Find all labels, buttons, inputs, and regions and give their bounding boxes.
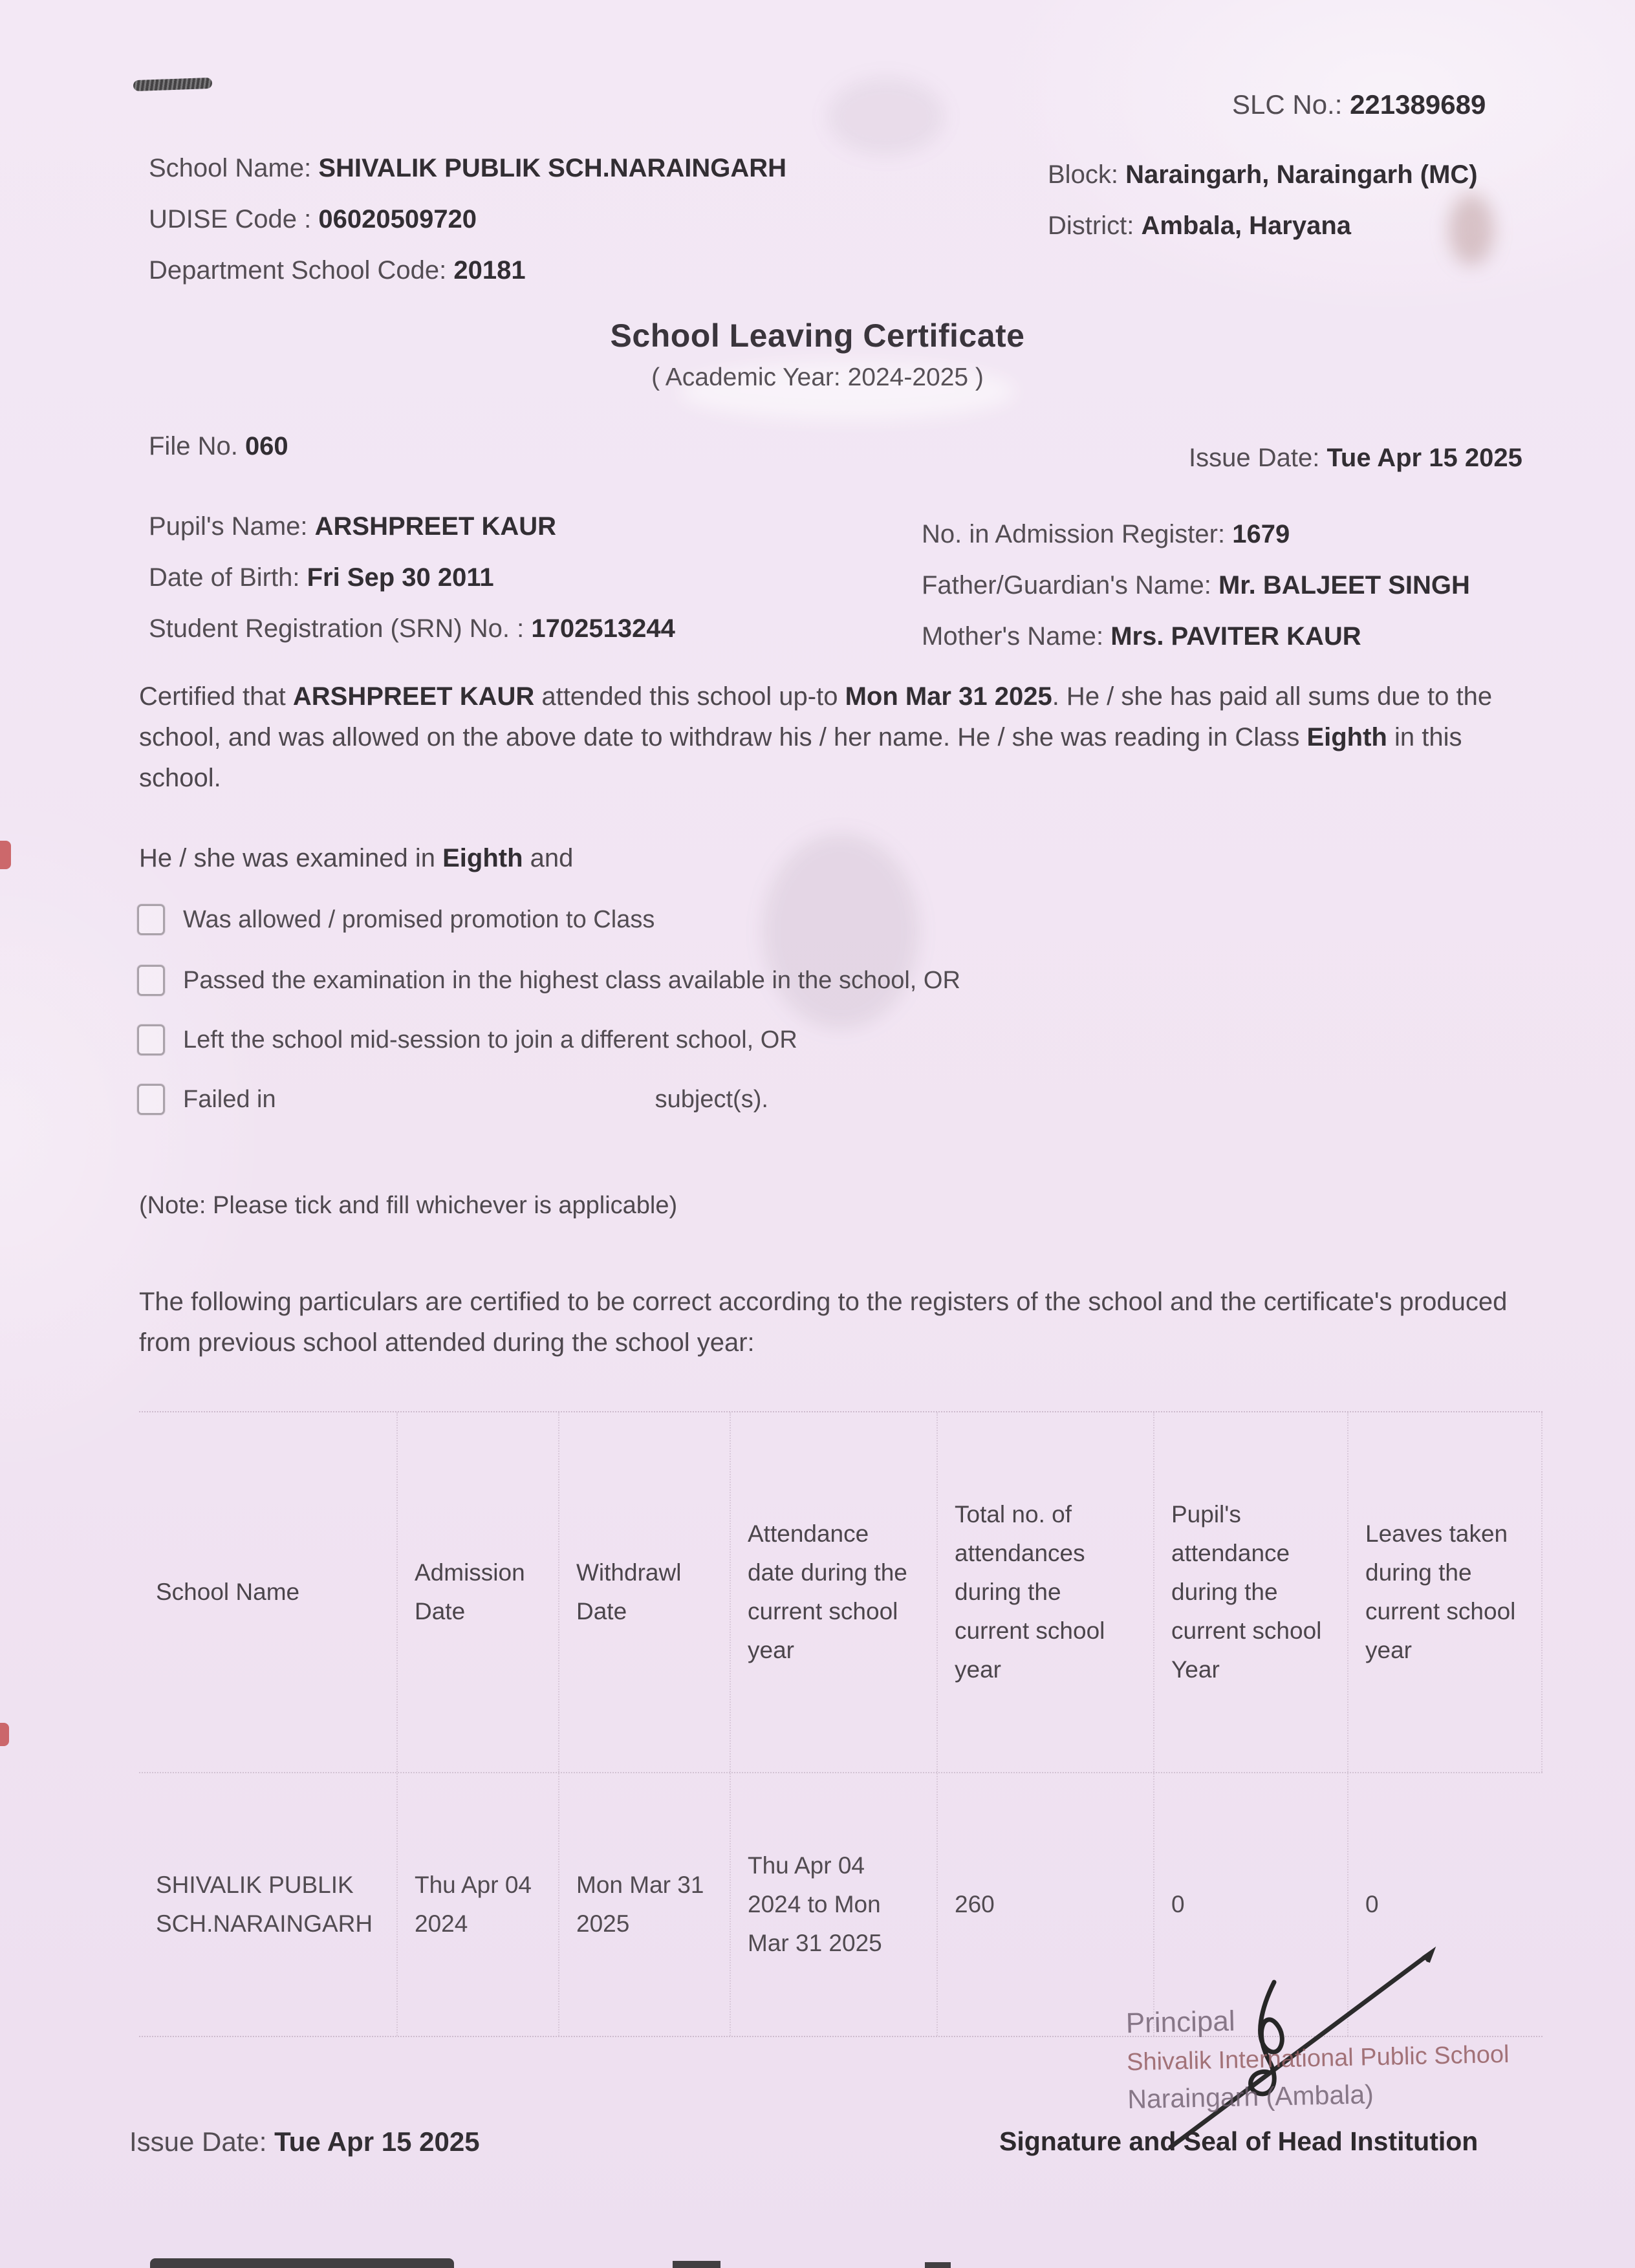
certified-leaving-date: Mon Mar 31 2025	[845, 682, 1052, 711]
district-label: District:	[1048, 211, 1134, 240]
issue-date-top-value: Tue Apr 15 2025	[1326, 444, 1522, 472]
col-header-school-name: School Name	[139, 1412, 398, 1772]
certified-text: in this school.	[139, 723, 1462, 793]
row-school-name: SHIVALIK PUBLIK SCH.NARAINGARH	[139, 1773, 398, 2036]
dept-code-line	[149, 256, 786, 285]
district-value: Ambala, Haryana	[1141, 211, 1352, 240]
block-line	[1048, 160, 1478, 189]
red-edge-mark	[0, 1723, 9, 1746]
row-attendance-dates: Thu Apr 04 2024 to Mon Mar 31 2025	[731, 1773, 938, 2036]
admission-register-value: 1679	[1232, 520, 1290, 548]
dob-label: Date of Birth:	[149, 563, 300, 592]
option-failed-label: Failed in	[183, 1085, 276, 1113]
col-header-withdrawl-date: Withdrawl Date	[559, 1412, 731, 1772]
issue-date-bottom-label: Issue Date:	[129, 2126, 267, 2157]
slc-label: SLC No.:	[1232, 89, 1343, 120]
father-name-label: Father/Guardian's Name:	[922, 571, 1211, 599]
father-name-line	[922, 571, 1470, 600]
examined-text: He / she was examined in	[139, 844, 443, 872]
row-total-attendances: 260	[938, 1773, 1154, 2036]
signature-caption: Signature and Seal of Head Institution	[999, 2126, 1478, 2156]
document-title: School Leaving Certificate	[610, 318, 1025, 354]
checkbox-icon	[137, 965, 165, 996]
examined-line	[139, 838, 573, 879]
slc-number: 221389689	[1350, 89, 1486, 120]
udise-label: UDISE Code :	[149, 205, 312, 233]
dept-code-label: Department School Code:	[149, 256, 447, 285]
slc-number-line	[1232, 89, 1486, 120]
pupil-name-value: ARSHPREET KAUR	[314, 512, 556, 541]
stain	[828, 78, 944, 155]
certified-paragraph	[139, 676, 1517, 799]
issue-date-top-line	[1189, 444, 1522, 473]
udise-line	[149, 205, 786, 234]
option-passed-highest-class	[137, 965, 960, 996]
option-failed-in	[137, 1084, 768, 1115]
file-no-value: 060	[244, 432, 288, 460]
scan-edge-mark	[673, 2261, 720, 2268]
admission-register-label: No. in Admission Register:	[922, 520, 1226, 548]
row-withdrawl-date: Mon Mar 31 2025	[559, 1773, 731, 2036]
file-no-label: File No.	[149, 432, 238, 460]
principal-stamp	[1125, 2000, 1510, 2115]
school-name-label: School Name:	[149, 154, 312, 182]
certified-class: Eighth	[1306, 723, 1387, 752]
issue-date-bottom-line	[129, 2126, 480, 2157]
school-name-line	[149, 154, 786, 183]
certified-text: . He / she has paid all sums due to the school, and was allowed on the above date to withdraw his / her name. He / she was reading in Class	[139, 682, 1493, 752]
particulars-paragraph: The following particulars are certified to be correct according to the registers of the school and the certificate's produced from previous school attended during the school year:	[139, 1288, 1508, 1357]
block-value: Naraingarh, Naraingarh (MC)	[1125, 160, 1478, 189]
option-left-label: Left the school mid-session to join a different school, OR	[183, 1026, 797, 1053]
examined-text: and	[523, 844, 574, 872]
option-left-mid-session	[137, 1024, 797, 1055]
issue-date-top-label: Issue Date:	[1189, 444, 1320, 472]
pupil-details-left	[149, 512, 675, 665]
issue-date-bottom-value: Tue Apr 15 2025	[274, 2126, 480, 2157]
note-line: (Note: Please tick and fill whichever is applicable)	[139, 1192, 678, 1219]
row-admission-date: Thu Apr 04 2024	[398, 1773, 559, 2036]
certified-text: Certified that	[139, 682, 293, 711]
red-edge-mark	[0, 841, 11, 869]
scan-edge-mark	[150, 2258, 454, 2268]
certified-text: attended this school up-to	[534, 682, 845, 711]
option-promotion-label: Was allowed / promised promotion to Class	[183, 905, 655, 933]
school-identity-block	[149, 154, 786, 307]
col-header-attendance-dates: Attendance date during the current school year	[731, 1412, 938, 1772]
region-block	[1048, 160, 1478, 263]
srn-label: Student Registration (SRN) No. :	[149, 614, 525, 643]
srn-line	[149, 614, 675, 643]
academic-year-subtitle: ( Academic Year: 2024-2025 )	[651, 363, 984, 391]
srn-value: 1702513244	[531, 614, 675, 643]
dob-line	[149, 563, 675, 592]
certified-pupil-name: ARSHPREET KAUR	[292, 682, 535, 711]
col-header-total-attendances: Total no. of attendances during the current school year	[938, 1412, 1154, 1772]
stamp-school-name: Shivalik International Public School	[1126, 2040, 1510, 2077]
stain	[763, 834, 918, 1028]
row-leaves-taken: 0	[1365, 1891, 1379, 1918]
scan-edge-mark	[925, 2262, 951, 2268]
father-name-value: Mr. BALJEET SINGH	[1218, 571, 1470, 599]
option-promotion	[137, 904, 655, 935]
district-line	[1048, 211, 1478, 241]
option-failed-subjects-label: subject(s).	[655, 1085, 768, 1113]
mother-name-label: Mother's Name:	[922, 622, 1104, 651]
pupil-details-right	[922, 520, 1470, 673]
pupil-name-label: Pupil's Name:	[149, 512, 308, 541]
col-header-pupil-attendance: Pupil's attendance during the current school Year	[1154, 1412, 1348, 1772]
mother-name-line	[922, 622, 1470, 651]
scan-ink-mark	[133, 78, 213, 91]
col-header-leaves-taken: Leaves taken during the current school year	[1348, 1412, 1543, 1772]
col-header-admission-date: Admission Date	[398, 1412, 559, 1772]
school-name-value: SHIVALIK PUBLIK SCH.NARAINGARH	[318, 154, 787, 182]
mother-name-value: Mrs. PAVITER KAUR	[1110, 622, 1361, 651]
dept-code-value: 20181	[453, 256, 526, 285]
checkbox-icon	[137, 1024, 165, 1055]
udise-value: 06020509720	[318, 205, 477, 233]
stamp-title: Principal	[1125, 2005, 1236, 2040]
row-pupil-attendance: 0	[1154, 1773, 1348, 2036]
block-label: Block:	[1048, 160, 1118, 189]
dob-value: Fri Sep 30 2011	[307, 563, 494, 592]
option-passed-label: Passed the examination in the highest class available in the school, OR	[183, 966, 960, 994]
checkbox-icon	[137, 1084, 165, 1115]
examined-class: Eighth	[442, 844, 523, 872]
admission-register-line	[922, 520, 1470, 549]
file-no-line	[149, 432, 288, 461]
pupil-name-line	[149, 512, 675, 541]
stamp-location: Naraingarh (Ambala)	[1127, 2079, 1374, 2115]
checkbox-icon	[137, 904, 165, 935]
